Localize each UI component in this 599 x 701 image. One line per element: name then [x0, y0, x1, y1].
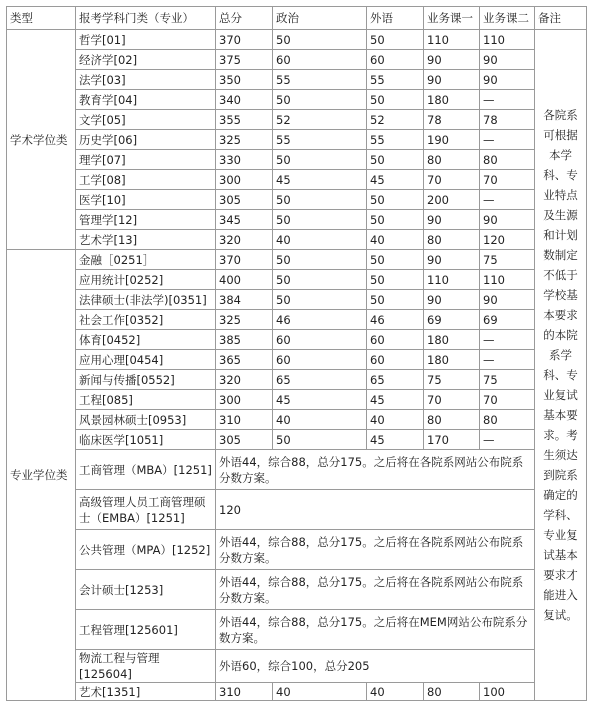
cell-total: 310 [216, 683, 273, 701]
cell-merged-note: 120 [216, 490, 535, 530]
header-course-one: 业务课一 [424, 7, 480, 30]
cell-total: 340 [216, 90, 273, 110]
cell-course-one: 90 [424, 50, 480, 70]
cell-subject: 风景园林硕士[0953] [76, 410, 216, 430]
cell-course-two: 80 [480, 150, 535, 170]
cell-politics: 52 [273, 110, 367, 130]
cell-foreign-language: 50 [367, 190, 424, 210]
cell-course-two: 90 [480, 210, 535, 230]
cell-subject: 工学[08] [76, 170, 216, 190]
cell-subject: 医学[10] [76, 190, 216, 210]
cell-subject: 工程[085] [76, 390, 216, 410]
cell-total: 305 [216, 190, 273, 210]
cell-subject: 经济学[02] [76, 50, 216, 70]
cell-course-two: — [480, 90, 535, 110]
cell-foreign-language: 50 [367, 270, 424, 290]
table-row [7, 350, 587, 370]
table-row [7, 610, 587, 650]
header-course-two: 业务课二 [480, 7, 535, 30]
cell-course-two: 80 [480, 410, 535, 430]
cell-merged-note: 外语44，综合88，总分175。之后将在各院系网站公布院系分数方案。 [216, 450, 535, 490]
table-row [7, 170, 587, 190]
cell-foreign-language: 45 [367, 390, 424, 410]
cell-foreign-language: 52 [367, 110, 424, 130]
cell-course-one: 180 [424, 350, 480, 370]
score-table [6, 6, 587, 701]
cell-total: 345 [216, 210, 273, 230]
cell-subject: 社会工作[0352] [76, 310, 216, 330]
cell-course-two: — [480, 130, 535, 150]
table-row [7, 190, 587, 210]
cell-foreign-language: 50 [367, 90, 424, 110]
cell-politics: 50 [273, 90, 367, 110]
cell-subject: 管理学[12] [76, 210, 216, 230]
cell-subject: 新闻与传播[0552] [76, 370, 216, 390]
type-professional: 专业学位类 [7, 250, 76, 701]
cell-course-two: 69 [480, 310, 535, 330]
cell-subject: 工商管理（MBA）[1251] [76, 450, 216, 490]
cell-course-one: 170 [424, 430, 480, 450]
cell-course-one: 80 [424, 683, 480, 701]
cell-politics: 50 [273, 430, 367, 450]
table-row [7, 310, 587, 330]
cell-merged-note: 外语44，综合88，总分175。之后将在各院系网站公布院系分数方案。 [216, 530, 535, 570]
cell-course-one: 90 [424, 250, 480, 270]
cell-subject: 物流工程与管理[125604] [76, 650, 216, 683]
header-row [7, 7, 587, 30]
cell-subject: 艺术学[13] [76, 230, 216, 250]
cell-course-two: — [480, 430, 535, 450]
table-row [7, 210, 587, 230]
header-remark: 备注 [535, 7, 587, 30]
cell-course-two: 110 [480, 30, 535, 50]
cell-total: 320 [216, 230, 273, 250]
cell-subject: 艺术[1351] [76, 683, 216, 701]
cell-course-one: 70 [424, 390, 480, 410]
header-total: 总分 [216, 7, 273, 30]
cell-politics: 50 [273, 210, 367, 230]
cell-politics: 45 [273, 390, 367, 410]
header-type: 类型 [7, 7, 76, 30]
cell-subject: 会计硕士[1253] [76, 570, 216, 610]
cell-total: 300 [216, 170, 273, 190]
table-row [7, 150, 587, 170]
cell-politics: 40 [273, 230, 367, 250]
cell-foreign-language: 50 [367, 290, 424, 310]
cell-course-one: 75 [424, 370, 480, 390]
cell-course-two: 70 [480, 170, 535, 190]
cell-course-two: 100 [480, 683, 535, 701]
table-row [7, 450, 587, 490]
cell-subject: 工程管理[125601] [76, 610, 216, 650]
cell-politics: 45 [273, 170, 367, 190]
cell-total: 300 [216, 390, 273, 410]
cell-course-one: 180 [424, 330, 480, 350]
cell-total: 400 [216, 270, 273, 290]
table-row [7, 530, 587, 570]
cell-politics: 50 [273, 290, 367, 310]
cell-total: 330 [216, 150, 273, 170]
table-row [7, 410, 587, 430]
cell-total: 365 [216, 350, 273, 370]
table-body [7, 30, 587, 701]
cell-foreign-language: 45 [367, 430, 424, 450]
cell-politics: 40 [273, 683, 367, 701]
cell-foreign-language: 60 [367, 50, 424, 70]
cell-subject: 临床医学[1051] [76, 430, 216, 450]
cell-course-two: — [480, 330, 535, 350]
cell-course-one: 90 [424, 210, 480, 230]
cell-course-two: 75 [480, 250, 535, 270]
cell-subject: 应用统计[0252] [76, 270, 216, 290]
cell-course-one: 80 [424, 230, 480, 250]
cell-subject: 金融［0251］ [76, 250, 216, 270]
type-academic: 学术学位类 [7, 30, 76, 250]
cell-course-one: 90 [424, 290, 480, 310]
cell-total: 370 [216, 250, 273, 270]
cell-total: 355 [216, 110, 273, 130]
cell-total: 370 [216, 30, 273, 50]
cell-subject: 教育学[04] [76, 90, 216, 110]
cell-total: 385 [216, 330, 273, 350]
cell-foreign-language: 55 [367, 130, 424, 150]
cell-course-one: 110 [424, 270, 480, 290]
cell-course-one: 110 [424, 30, 480, 50]
cell-subject: 体育[0452] [76, 330, 216, 350]
cell-politics: 46 [273, 310, 367, 330]
remark-text: 各院系可根据本学科、专业特点及生源和计划数制定不低于学校基本要求的本院系学科、专业复试基本要求。考生须达到院系确定的学科、专业复试基本要求才能进入复试。 [543, 108, 578, 622]
cell-course-one: 200 [424, 190, 480, 210]
cell-merged-note: 外语60，综合100，总分205 [216, 650, 535, 683]
cell-course-one: 80 [424, 150, 480, 170]
cell-total: 384 [216, 290, 273, 310]
cell-total: 320 [216, 370, 273, 390]
cell-subject: 应用心理[0454] [76, 350, 216, 370]
table-row [7, 390, 587, 410]
cell-course-one: 69 [424, 310, 480, 330]
cell-foreign-language: 55 [367, 70, 424, 90]
cell-course-two: 90 [480, 70, 535, 90]
cell-course-two: 120 [480, 230, 535, 250]
table-row [7, 110, 587, 130]
cell-course-two: 90 [480, 290, 535, 310]
cell-course-one: 180 [424, 90, 480, 110]
cell-subject: 文学[05] [76, 110, 216, 130]
header-subject: 报考学科门类（专业） [76, 7, 216, 30]
table-row [7, 230, 587, 250]
cell-course-one: 70 [424, 170, 480, 190]
cell-course-two: — [480, 190, 535, 210]
remark-cell [535, 30, 587, 701]
table-row [7, 570, 587, 610]
cell-subject: 历史学[06] [76, 130, 216, 150]
cell-politics: 60 [273, 50, 367, 70]
table-row [7, 330, 587, 350]
cell-total: 350 [216, 70, 273, 90]
cell-foreign-language: 45 [367, 170, 424, 190]
cell-foreign-language: 50 [367, 150, 424, 170]
cell-course-one: 80 [424, 410, 480, 430]
cell-total: 305 [216, 430, 273, 450]
cell-foreign-language: 46 [367, 310, 424, 330]
cell-subject: 哲学[01] [76, 30, 216, 50]
cell-foreign-language: 40 [367, 683, 424, 701]
cell-politics: 55 [273, 130, 367, 150]
header-politics: 政治 [273, 7, 367, 30]
table-row [7, 683, 587, 701]
cell-total: 375 [216, 50, 273, 70]
table-row [7, 50, 587, 70]
cell-foreign-language: 50 [367, 210, 424, 230]
cell-subject: 高级管理人员工商管理硕士（EMBA）[1251] [76, 490, 216, 530]
cell-politics: 50 [273, 30, 367, 50]
cell-total: 310 [216, 410, 273, 430]
cell-total: 325 [216, 310, 273, 330]
cell-course-one: 190 [424, 130, 480, 150]
cell-course-two: 75 [480, 370, 535, 390]
cell-subject: 理学[07] [76, 150, 216, 170]
table-row [7, 370, 587, 390]
cell-course-two: 110 [480, 270, 535, 290]
cell-course-one: 90 [424, 70, 480, 90]
table-row [7, 30, 587, 50]
cell-subject: 法律硕士(非法学)[0351] [76, 290, 216, 310]
cell-politics: 50 [273, 150, 367, 170]
cell-course-two: 90 [480, 50, 535, 70]
table-row [7, 290, 587, 310]
table-row [7, 90, 587, 110]
cell-foreign-language: 40 [367, 410, 424, 430]
table-row [7, 130, 587, 150]
cell-politics: 60 [273, 350, 367, 370]
cell-course-two: — [480, 350, 535, 370]
cell-subject: 法学[03] [76, 70, 216, 90]
cell-foreign-language: 60 [367, 330, 424, 350]
cell-course-two: 78 [480, 110, 535, 130]
cell-politics: 65 [273, 370, 367, 390]
table-row [7, 270, 587, 290]
cell-foreign-language: 40 [367, 230, 424, 250]
cell-politics: 40 [273, 410, 367, 430]
cell-course-one: 78 [424, 110, 480, 130]
cell-politics: 60 [273, 330, 367, 350]
cell-foreign-language: 50 [367, 250, 424, 270]
table-row [7, 650, 587, 683]
table-row [7, 250, 587, 270]
table-row [7, 70, 587, 90]
cell-politics: 50 [273, 250, 367, 270]
cell-total: 325 [216, 130, 273, 150]
cell-politics: 50 [273, 190, 367, 210]
cell-merged-note: 外语44，综合88，总分175。之后将在MEM网站公布院系分数方案。 [216, 610, 535, 650]
cell-foreign-language: 60 [367, 350, 424, 370]
cell-course-two: 70 [480, 390, 535, 410]
cell-politics: 55 [273, 70, 367, 90]
cell-merged-note: 外语44，综合88，总分175。之后将在各院系网站公布院系分数方案。 [216, 570, 535, 610]
cell-politics: 50 [273, 270, 367, 290]
table-row [7, 430, 587, 450]
cell-foreign-language: 65 [367, 370, 424, 390]
cell-subject: 公共管理（MPA）[1252] [76, 530, 216, 570]
header-foreign-language: 外语 [367, 7, 424, 30]
cell-foreign-language: 50 [367, 30, 424, 50]
table-row [7, 490, 587, 530]
